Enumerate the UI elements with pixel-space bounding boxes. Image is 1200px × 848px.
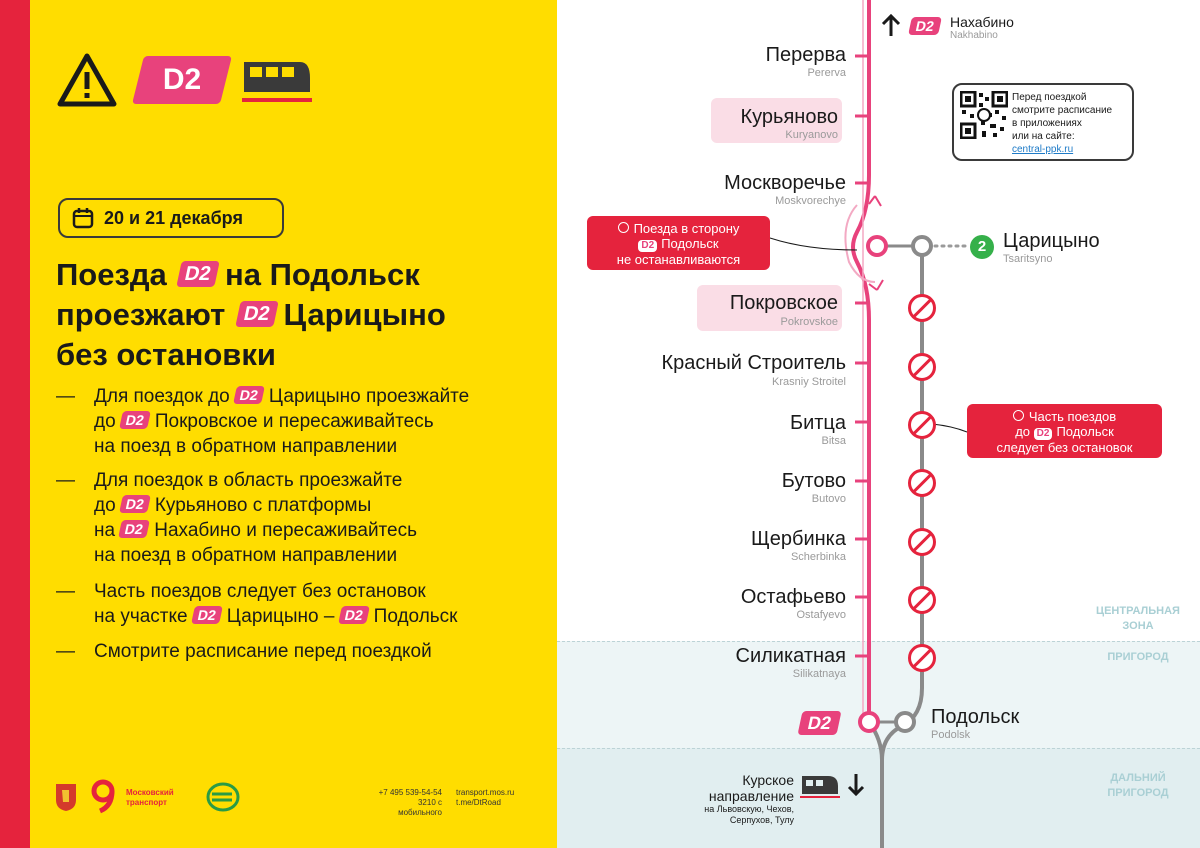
- station-name: Бутово: [781, 470, 846, 492]
- no-stop-icon: [908, 586, 936, 614]
- no-stop-icon: [908, 528, 936, 556]
- no-stop-icon: [908, 411, 936, 439]
- text: Покровское и пересаживайтесь: [154, 411, 434, 432]
- train-icon: [800, 772, 840, 800]
- station-name: Красный Строитель: [661, 352, 846, 374]
- text: 3210 с мобильного: [398, 798, 442, 817]
- moscow-coat-of-arms-icon: [54, 782, 78, 812]
- contact-web: [456, 788, 514, 808]
- d2-badge: D2: [235, 301, 278, 327]
- text: Поезда в сторону: [633, 221, 740, 236]
- direction-nakhabino: Нахабино: [950, 14, 1014, 30]
- d2-badge: D2: [233, 386, 265, 404]
- text: Московский: [126, 788, 174, 797]
- contact-phone: [372, 788, 442, 818]
- text: Серпухов, Тулу: [729, 815, 794, 825]
- d2-badge: D2: [118, 520, 150, 538]
- station-lat: Pererva: [807, 67, 846, 79]
- no-stop-icon: [908, 294, 936, 322]
- station-name: Щербинка: [751, 528, 846, 550]
- headline-part: на Подольск: [225, 257, 420, 292]
- d2-badge: D2: [119, 411, 151, 429]
- text: Перед поездкой: [1012, 92, 1087, 103]
- d2-badge: D2: [338, 606, 370, 624]
- podolsk-grey-node: [896, 713, 914, 731]
- list-item: [56, 468, 536, 568]
- schedule-link[interactable]: central-ppk.ru: [1012, 144, 1074, 155]
- d2-badge: D2: [1034, 428, 1053, 440]
- station-name: Остафьево: [740, 586, 846, 608]
- text: Для поездок до: [94, 386, 230, 407]
- text: в приложениях: [1012, 118, 1082, 129]
- text: смотрите расписание: [1012, 105, 1113, 116]
- d2-badge: D2: [177, 261, 220, 287]
- text: направление: [708, 788, 794, 804]
- d2-logo-label: D2: [162, 63, 202, 96]
- station-name: Битца: [789, 412, 846, 434]
- train-icon: [240, 56, 314, 106]
- station-lat: Bitsa: [821, 435, 846, 447]
- tsaritsyno-grey-node: [913, 237, 931, 255]
- d2-badge: D2: [119, 495, 151, 513]
- text: следует без остановок: [996, 440, 1133, 455]
- no-stop-small-icon: [618, 222, 629, 233]
- headline: [56, 255, 536, 375]
- text: Царицыно проезжайте: [268, 386, 470, 407]
- no-stop-small-icon: [1013, 410, 1024, 421]
- mcd2-transfer-badge: 2: [970, 235, 994, 259]
- text: Нахабино и пересаживайтесь: [154, 520, 418, 541]
- podolsk-d2-node: [860, 713, 878, 731]
- station-name: Перерва: [765, 44, 846, 66]
- d2-badge: D2: [797, 711, 841, 735]
- org-name: [126, 788, 174, 808]
- text: ЗОНА: [1122, 620, 1154, 632]
- zone-label-suburb: ПРИГОРОД: [1107, 651, 1169, 663]
- station-name: Силикатная: [735, 645, 846, 667]
- callout-tsaritsyno: [587, 216, 770, 270]
- headline-part: Царицыно: [283, 297, 446, 332]
- text: +7 495 539-54-54: [378, 788, 442, 797]
- direction-nakhabino-lat: Nakhabino: [950, 30, 998, 41]
- text: Царицыно –: [226, 606, 335, 627]
- callout-bitsa: [967, 404, 1162, 458]
- text: не останавливаются: [616, 252, 741, 267]
- headline-part: без остановки: [56, 337, 276, 372]
- arrow-up-icon: [880, 14, 902, 38]
- station-lat: Silikatnaya: [792, 668, 846, 680]
- text: транспорт: [126, 798, 167, 807]
- station-lat: Kuryanovo: [785, 129, 838, 141]
- text: Смотрите расписание перед поездкой: [94, 641, 432, 662]
- dash: —: [56, 581, 75, 602]
- station-tsaritsyno-lat: Tsaritsyno: [1003, 253, 1053, 265]
- text: Часть поездов: [1028, 409, 1117, 424]
- station-tsaritsyno: Царицыно: [1003, 230, 1100, 252]
- station-name: Покровское: [729, 292, 838, 314]
- station-lat: Moskvorechye: [775, 195, 846, 207]
- date-badge: [58, 198, 284, 238]
- callout-leader: [770, 238, 857, 250]
- dash: —: [56, 641, 75, 662]
- station-name: Москворечье: [724, 172, 846, 194]
- text: Часть поездов следует без остановок: [94, 581, 426, 602]
- callout-leader: [932, 424, 967, 432]
- railway-logo-icon: [206, 782, 240, 812]
- text: Подольск: [661, 236, 719, 251]
- moscow-transport-logo-icon: [88, 778, 122, 814]
- d2-line: [853, 0, 869, 722]
- date-text: 20 и 21 декабря: [104, 207, 243, 228]
- station-podolsk-lat: Podolsk: [931, 729, 971, 741]
- list-item: [56, 384, 536, 459]
- station-lat: Pokrovskoe: [780, 316, 838, 328]
- d2-badge: D2: [191, 606, 223, 624]
- d2-turnaround-arrow: [869, 196, 881, 206]
- text: Для поездок в область проезжайте: [94, 470, 403, 491]
- qr-code-icon[interactable]: [960, 91, 1008, 139]
- site-link[interactable]: transport.mos.ru: [456, 788, 515, 797]
- text: ПРИГОРОД: [1107, 787, 1169, 799]
- text: до: [94, 411, 116, 432]
- text: на: [94, 520, 116, 541]
- arrow-down-icon: [846, 772, 866, 798]
- red-edge-bar: [0, 0, 30, 848]
- station-podolsk: Подольск: [931, 706, 1020, 728]
- list-item: [56, 579, 536, 629]
- d2-badge: D2: [638, 240, 657, 252]
- station-lat: Butovo: [811, 493, 846, 505]
- station-lat: Krasniy Stroitel: [772, 376, 846, 388]
- list-item: [56, 639, 536, 664]
- dash: —: [56, 386, 75, 407]
- text: ЦЕНТРАЛЬНАЯ: [1096, 605, 1180, 617]
- text: Курское: [742, 772, 794, 788]
- text: Курьяново с платформы: [154, 495, 372, 516]
- text: на поезд в обратном направлении: [94, 545, 398, 566]
- no-stop-icon: [908, 353, 936, 381]
- qr-note-text: [1012, 91, 1130, 156]
- text: до: [1015, 424, 1031, 439]
- text: или на сайте:: [1012, 131, 1075, 142]
- tsaritsyno-d2-node: [868, 237, 886, 255]
- headline-part: проезжают: [56, 297, 226, 332]
- headline-part: Поезда: [56, 257, 167, 292]
- station-name: Курьяново: [740, 106, 838, 128]
- text: на поезд в обратном направлении: [94, 436, 398, 457]
- dash: —: [56, 470, 75, 491]
- text: на участке: [94, 606, 188, 627]
- station-lat: Ostafyevo: [796, 609, 846, 621]
- kursk-direction: [686, 772, 794, 826]
- text: Подольск: [1056, 424, 1114, 439]
- no-stop-icon: [908, 469, 936, 497]
- text: ДАЛЬНИЙ: [1110, 772, 1166, 784]
- station-lat: Scherbinka: [790, 551, 846, 563]
- d2-badge: D2: [908, 17, 942, 35]
- text: на Львовскую, Чехов,: [704, 804, 794, 814]
- text: до: [94, 495, 116, 516]
- text: Подольск: [373, 606, 458, 627]
- no-stop-icon: [908, 644, 936, 672]
- telegram-link[interactable]: t.me/DtRoad: [456, 798, 501, 807]
- calendar-icon: [72, 207, 94, 229]
- warning-triangle-icon: [56, 52, 118, 108]
